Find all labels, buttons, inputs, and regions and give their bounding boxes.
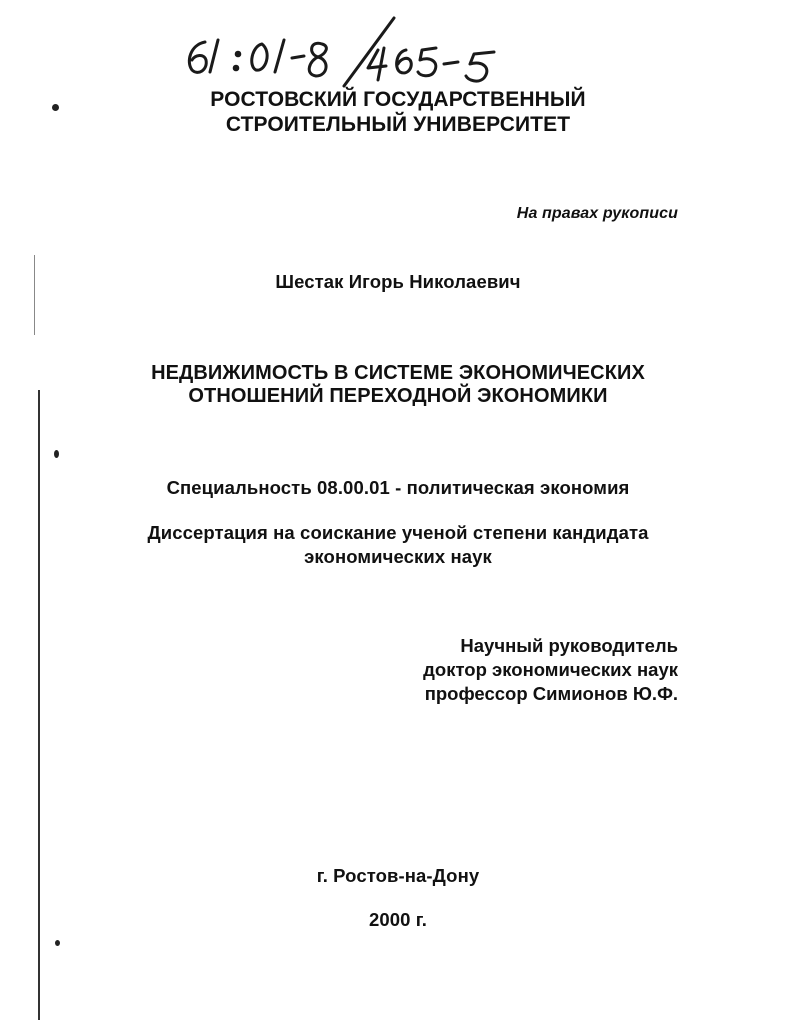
city: г. Ростов-на-Дону bbox=[316, 865, 480, 886]
supervisor-line3: профессор Симионов Ю.Ф. bbox=[424, 683, 678, 704]
manuscript-note: На правах рукописи bbox=[516, 205, 678, 222]
scan-speck bbox=[55, 940, 60, 946]
university-name-line2: СТРОИТЕЛЬНЫЙ УНИВЕРСИТЕТ bbox=[225, 113, 571, 136]
university-name-line1: РОСТОВСКИЙ ГОСУДАРСТВЕННЫЙ bbox=[210, 88, 586, 111]
supervisor-line1: Научный руководитель bbox=[460, 635, 678, 656]
author-name: Шестак Игорь Николаевич bbox=[275, 271, 521, 292]
dissertation-title-line1: НЕДВИЖИМОСТЬ В СИСТЕМЕ ЭКОНОМИЧЕСКИХ bbox=[151, 362, 645, 384]
dissertation-degree-line1: Диссертация на соискание ученой степени кандидата bbox=[147, 522, 649, 543]
scan-edge-line bbox=[34, 255, 35, 335]
dissertation-degree-line2: экономических наук bbox=[304, 546, 492, 567]
dissertation-title-line2: ОТНОШЕНИЙ ПЕРЕХОДНОЙ ЭКОНОМИКИ bbox=[188, 385, 608, 407]
supervisor-line2: доктор экономических наук bbox=[423, 659, 678, 680]
specialty: Специальность 08.00.01 - политическая экономия bbox=[166, 477, 630, 498]
year: 2000 г. bbox=[369, 909, 427, 930]
scan-speck bbox=[54, 450, 59, 458]
